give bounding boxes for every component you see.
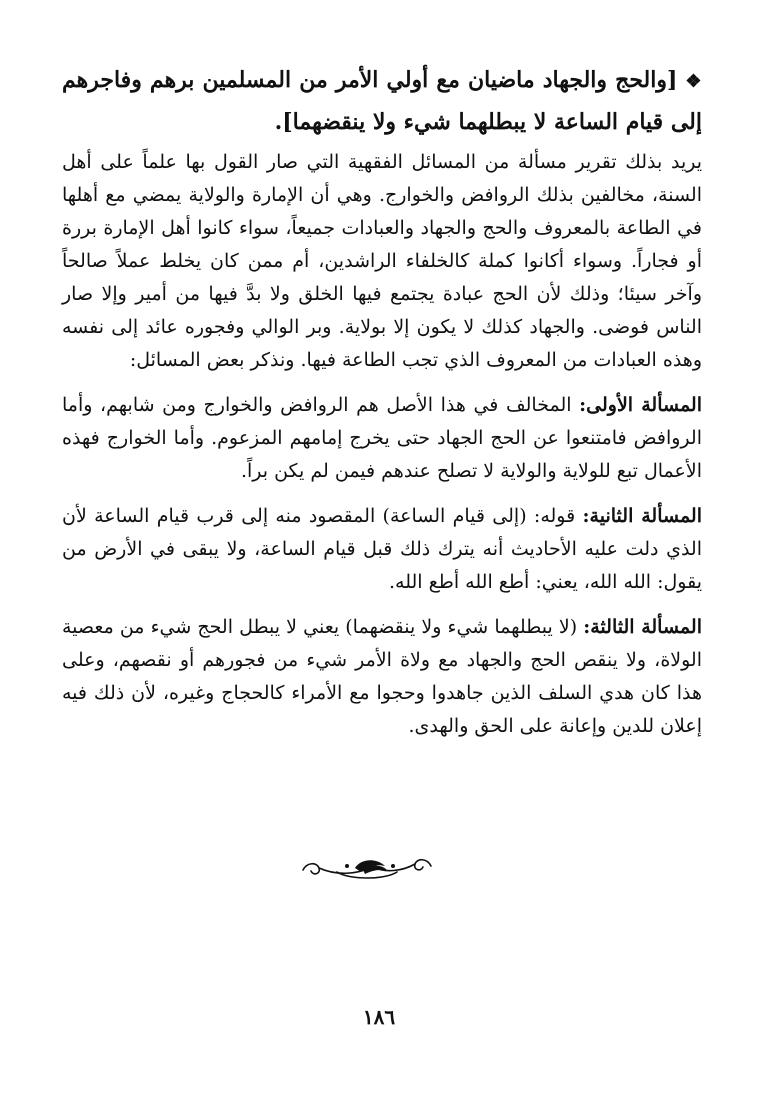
issue-body-2: قوله: (إلى قيام الساعة) المقصود منه إلى قرب قيام الساعة لأن الذي دلت عليه الأحاديث أنه يترك ذلك قبل قيام الساعة، ولا يبقى في الأرض من يقول: الله الله، يعني: أطع الله أطع الله.	[62, 505, 702, 593]
page-number: ١٨٦	[362, 1005, 396, 1029]
section-heading	[62, 60, 702, 142]
issue-title-3: المسألة الثالثة:	[583, 616, 702, 638]
bullet-icon: ❖	[685, 71, 702, 92]
issue-title-2: المسألة الثانية:	[582, 505, 702, 527]
issue-paragraph-3	[62, 611, 702, 743]
intro-paragraph: يريد بذلك تقرير مسألة من المسائل الفقهية التي صار القول بها علماً على أهل السنة، مخالفين بذلك الروافض والخوارج. وهي أن الإمارة والولاية يمضي مع أهلها في الطاعة بالمعروف والحج والجهاد والعبادات جميعاً، سواء كانوا أهل الإمارة بررة أو فجاراً. وسواء أكانوا كملة كالخلفاء الراشدين، أم ممن كان يخلط عملاً صالحاً وآخر سيئا؛ وذلك لأن الحج عبادة يجتمع فيها الخلق ولا بدَّ فيها من أمير وإلا صار الناس فوضى. والجهاد كذلك لا يكون إلا بولاية. وبر الوالي وفجوره عائد إلى نفسه وهذه العبادات من المعروف الذي تجب الطاعة فيها. ونذكر بعض المسائل:	[62, 151, 702, 371]
issue-paragraph-1	[62, 389, 702, 488]
issue-title-1: المسألة الأولى:	[579, 394, 703, 416]
heading-text: [والحج والجهاد ماضيان مع أولي الأمر من المسلمين برهم وفاجرهم إلى قيام الساعة لا يبطلهما شيء ولا ينقضهما].	[62, 67, 702, 135]
page-body	[62, 60, 702, 755]
issue-body-3: (لا يبطلهما شيء ولا ينقضهما) يعني لا يبطل الحج شيء من معصية الولاة، ولا ينقص الحج والجهاد مع ولاة الأمر شيء من فجورهم أو نقصهم، وعلى هذا كان هدي السلف الذين جاهدوا وحجوا مع الأمراء كالحجاج وغيره، لأن ذلك فيه إعلان للدين وإعانة على الحق والهدى.	[62, 616, 702, 737]
issue-paragraph-2	[62, 500, 702, 599]
issue-body-1: المخالف في هذا الأصل هم الروافض والخوارج ومن شابهم، وأما الروافض فامتنعوا عن الحج الجهاد حتى يخرج إمامهم المزعوم. وأما الخوارج فهذه الأعمال تبع للولاية والولاية لا تصلح عندهم فيمن لم يكن براً.	[62, 394, 702, 482]
decorative-flourish-icon	[297, 850, 437, 884]
